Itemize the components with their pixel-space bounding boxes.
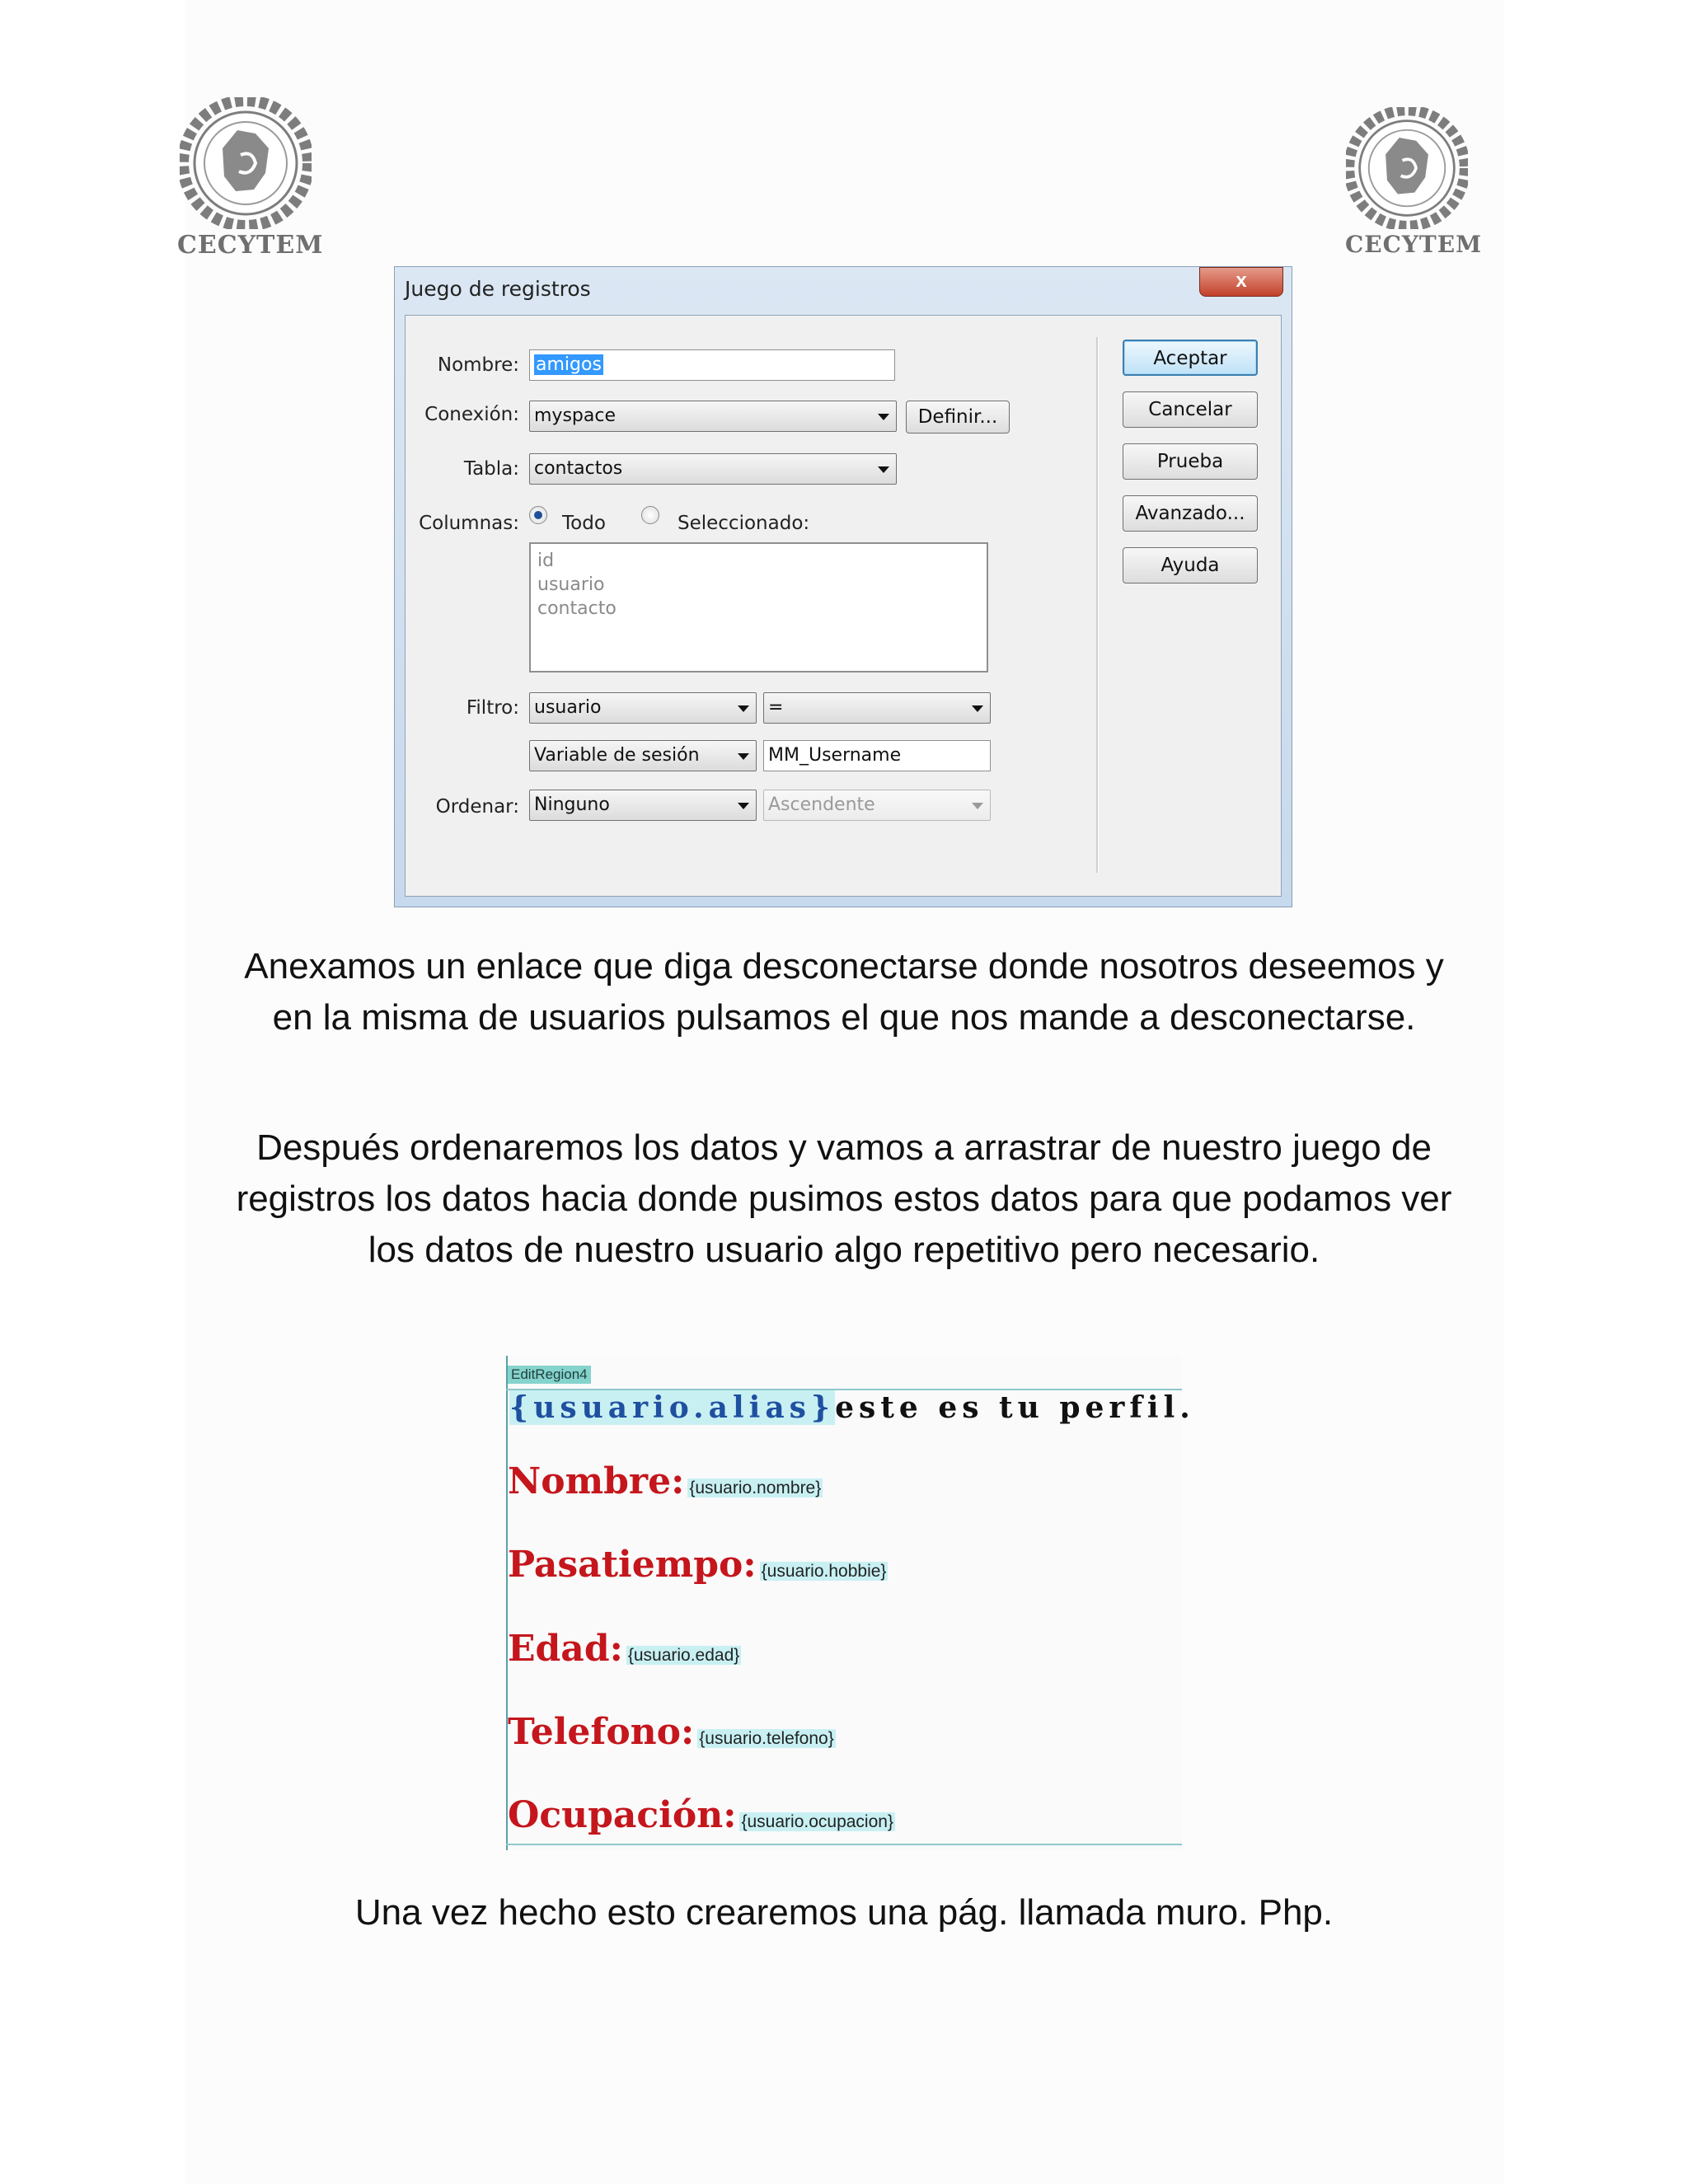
- field-pasatiempo: [508, 1544, 888, 1586]
- tabla-label: Tabla:: [463, 458, 519, 480]
- tabla-select[interactable]: [529, 453, 897, 485]
- seleccionado-radio-label: Seleccionado:: [678, 513, 810, 534]
- field-nombre: [508, 1460, 823, 1502]
- prueba-button[interactable]: Prueba: [1123, 443, 1258, 480]
- field-binding: {usuario.ocupacion}: [741, 1812, 893, 1831]
- field-telefono: [508, 1711, 836, 1753]
- nombre-input[interactable]: [529, 349, 895, 381]
- field-binding: {usuario.edad}: [627, 1646, 740, 1665]
- ordenar-direccion-value: Ascendente: [768, 794, 875, 815]
- cecytem-seal-icon: [180, 97, 312, 229]
- ordenar-columna-select[interactable]: [529, 790, 757, 821]
- cecytem-logo-right: [1345, 107, 1483, 258]
- filtro-columna-value: usuario: [534, 697, 602, 718]
- close-icon: x: [1236, 269, 1247, 292]
- field-label: Pasatiempo:: [508, 1544, 757, 1586]
- ordenar-direccion-select[interactable]: [763, 790, 991, 821]
- alias-line: [509, 1390, 1195, 1425]
- edit-region-tag: EditRegion4: [508, 1366, 591, 1384]
- button-separator: [1096, 337, 1099, 873]
- chevron-down-icon: [878, 466, 889, 473]
- dialog-title: Juego de registros: [405, 277, 591, 301]
- paragraph-ordenar-datos: Después ordenaremos los datos y vamos a arrastrar de nuestro juego de registros los datos hacia donde pusimos estos datos para que podamos ver los datos de nuestro usuario algo repetitivo pero necesario.: [236, 1127, 1452, 1270]
- radio-selected-dot: [534, 511, 542, 519]
- avanzado-button[interactable]: Avanzado...: [1123, 495, 1258, 532]
- todo-radio-label: Todo: [562, 513, 606, 534]
- chevron-down-icon: [738, 705, 749, 712]
- aceptar-button[interactable]: Aceptar: [1123, 340, 1258, 376]
- chevron-down-icon: [738, 753, 749, 760]
- cecytem-logo-text: CECYTEM: [1345, 231, 1483, 258]
- columnas-label: Columnas:: [419, 513, 519, 534]
- edit-region-preview: [506, 1356, 1195, 1850]
- filtro-tipo-select[interactable]: [529, 740, 757, 771]
- cecytem-logo-text: CECYTEM: [177, 231, 324, 260]
- columns-listbox[interactable]: [529, 542, 988, 673]
- cancelar-button[interactable]: Cancelar: [1123, 391, 1258, 428]
- field-binding: {usuario.hobbie}: [761, 1562, 887, 1581]
- list-item[interactable]: usuario: [537, 574, 605, 595]
- ayuda-button[interactable]: Ayuda: [1123, 547, 1258, 583]
- todo-radio[interactable]: [529, 506, 547, 524]
- ordenar-columna-value: Ninguno: [534, 794, 610, 815]
- paragraph-desconectarse: Anexamos un enlace que diga desconectarse donde nosotros deseemos y en la misma de usuarios pulsamos el que nos mande a desconectarse.: [244, 946, 1444, 1038]
- ordenar-label: Ordenar:: [435, 796, 519, 818]
- nombre-label: Nombre:: [437, 354, 519, 376]
- alias-text: este es tu perfil.: [835, 1390, 1195, 1425]
- field-label: Edad:: [508, 1628, 623, 1670]
- chevron-down-icon: [738, 803, 749, 809]
- field-label: Telefono:: [508, 1711, 695, 1753]
- filtro-label: Filtro:: [466, 697, 519, 719]
- chevron-down-icon: [972, 705, 983, 712]
- tabla-value: contactos: [534, 458, 623, 479]
- filtro-tipo-value: Variable de sesión: [534, 745, 700, 766]
- filtro-operador-value: =: [768, 697, 784, 718]
- chevron-down-icon: [972, 803, 983, 809]
- field-label: Nombre:: [508, 1460, 685, 1502]
- seleccionado-radio[interactable]: [641, 506, 659, 524]
- list-item[interactable]: id: [537, 551, 555, 571]
- field-label: Ocupación:: [508, 1794, 737, 1836]
- cecytem-seal-icon: [1346, 107, 1468, 229]
- conexion-select[interactable]: [529, 401, 897, 432]
- field-ocupacion: [508, 1794, 895, 1836]
- definir-button[interactable]: Definir...: [906, 401, 1010, 434]
- filtro-valor-input[interactable]: [763, 740, 991, 771]
- chevron-down-icon: [878, 414, 889, 420]
- field-binding: {usuario.nombre}: [689, 1479, 822, 1497]
- filtro-valor-value: MM_Username: [768, 745, 902, 766]
- close-button[interactable]: [1199, 267, 1283, 297]
- alias-binding: {usuario.alias}: [509, 1390, 836, 1425]
- paragraph-muro: Una vez hecho esto crearemos una pág. llamada muro. Php.: [354, 1892, 1334, 1933]
- region-bottom-line: [506, 1844, 1182, 1845]
- field-edad: [508, 1628, 741, 1670]
- conexion-label: Conexión:: [424, 404, 519, 425]
- filtro-operador-select[interactable]: [763, 692, 991, 724]
- cecytem-logo-left: [177, 97, 324, 260]
- filtro-columna-select[interactable]: [529, 692, 757, 724]
- conexion-value: myspace: [534, 405, 616, 426]
- region-border: [506, 1356, 508, 1850]
- nombre-value: amigos: [536, 354, 602, 375]
- list-item[interactable]: contacto: [537, 598, 617, 619]
- field-binding: {usuario.telefono}: [699, 1729, 834, 1748]
